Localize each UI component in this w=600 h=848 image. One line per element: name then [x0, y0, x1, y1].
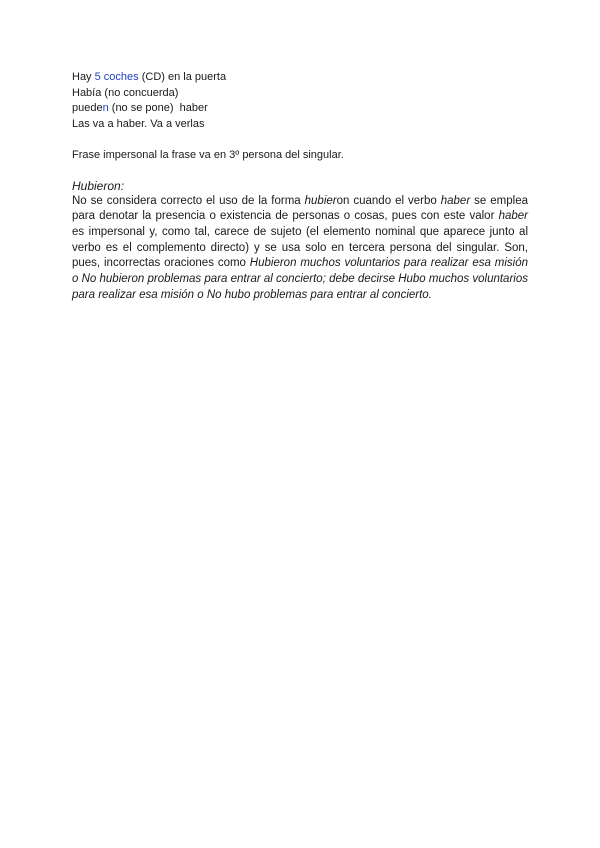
section-heading-suffix: : [120, 178, 125, 193]
document-page [72, 70, 528, 303]
text-run: on cuando el verbo [336, 194, 441, 207]
text-run: es impersonal y, como tal, carece de sujeto (el elemento nominal que aparece junto al verbo es el complemento directo) y se usa solo en tercera persona del singular. Son, pues, incorrectas oraciones como [72, 225, 528, 270]
italic-run: hubier [304, 194, 337, 207]
spacer [72, 132, 528, 148]
note-line-4: Las va a haber. Va a verlas [72, 117, 205, 130]
section-body [72, 194, 528, 304]
italic-run: haber [440, 194, 471, 207]
text-run: se emplea para denotar la presencia o existencia de personas o cosas, pues con este valor [72, 194, 528, 223]
spacer [72, 164, 528, 178]
note-line-3-post: (no se pone) haber [108, 102, 208, 114]
highlight-5-coches: 5 coches [94, 71, 139, 83]
section-heading [72, 178, 528, 194]
italic-run: haber [498, 210, 528, 223]
note-line-1-pre: Hay [72, 71, 95, 83]
section-heading-text: Hubieron [72, 178, 121, 193]
note-line-1 [72, 70, 528, 86]
text-run: No se considera correcto el uso de la forma [72, 194, 305, 207]
note-line-3 [72, 101, 528, 117]
note-line-1-post: (CD) en la puerta [138, 71, 227, 83]
highlight-n: n [102, 102, 109, 114]
italic-run: Hubieron muchos voluntarios para realizar esa misión o No hubieron problemas para entrar al concierto; debe decirse Hubo muchos voluntarios para realizar esa misión o No hubo problemas para entrar al concierto. [72, 257, 528, 301]
note-line-2: Había (no concuerda) [72, 86, 179, 99]
note-line-3-pre: puede [72, 102, 103, 114]
note-line-5: Frase impersonal la frase va en 3º persona del singular. [72, 149, 344, 161]
